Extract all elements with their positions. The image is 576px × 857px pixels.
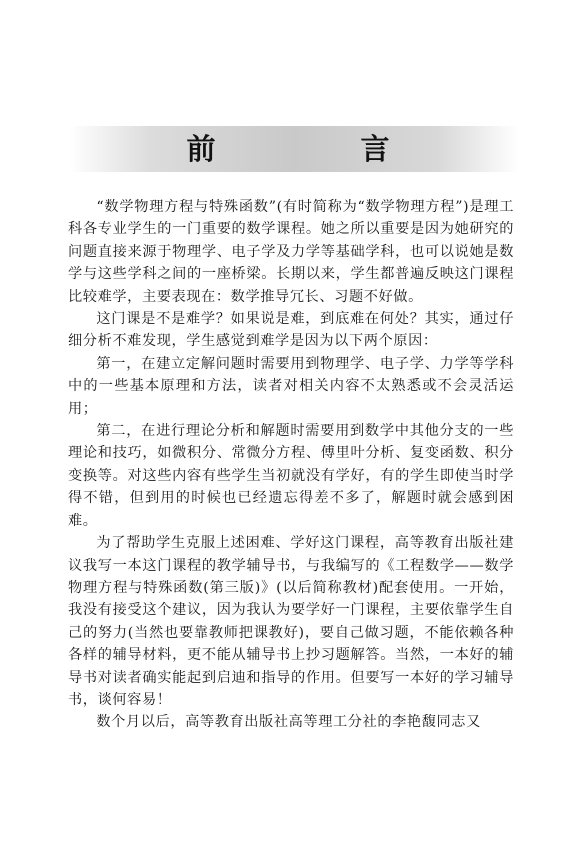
paragraph-5: 为了帮助学生克服上述困难、学好这门课程，高等教育出版社建议我写一本这门课程的教学辅导书，与我编写的《工程数学——数学物理方程与特殊函数(第三版)》(以后简称教材)配套使用。一开始，我没有接受这个建议，因为我认为要学好一门课程，主要依靠学生自己的努力(当然也要靠教师把课教好)，要自己做习题，不能依赖各种各样的辅导材料，更不能从辅导书上抄习题解答。当然，一本好的辅导书对读者确实能起到启迪和指导的作用。但要写一本好的学习辅导书，谈何容易！ <box>68 535 514 708</box>
page-title: 前 言 <box>186 132 448 166</box>
paragraph-6: 数个月以后，高等教育出版社高等理工分社的李艳馥同志又 <box>96 714 481 731</box>
paragraph-4: 第二，在进行理论分析和解题时需要用到数学中其他分支的一些理论和技巧，如微积分、常微分方程、傅里叶分析、复变函数、积分变换等。对这些内容有些学生当初就没有学好，有的学生即使当时学得不错，但到用的时候也已经遗忘得差不多了，解题时就会感到困难。 <box>68 423 514 529</box>
preface-body <box>68 196 514 734</box>
paragraph-3: 第一，在建立定解问题时需要用到物理学、电子学、力学等学科中的一些基本原理和方法，读者对相关内容不太熟悉或不会灵活运用； <box>68 355 514 417</box>
paragraph-2: 这门课是不是难学？如果说是难，到底难在何处？其实，通过仔细分析不难发现，学生感觉到难学是因为以下两个原因： <box>68 311 514 350</box>
paragraph-1: “数学物理方程与特殊函数”(有时简称为“数学物理方程”)是理工科各专业学生的一门重要的数学课程。她之所以重要是因为她研究的问题直接来源于物理学、电子学及力学等基础学科，也可以说她是数学与这些学科之间的一座桥梁。长期以来，学生都普遍反映这门课程比较难学，主要表现在：数学推导冗长、习题不好做。 <box>68 199 514 305</box>
